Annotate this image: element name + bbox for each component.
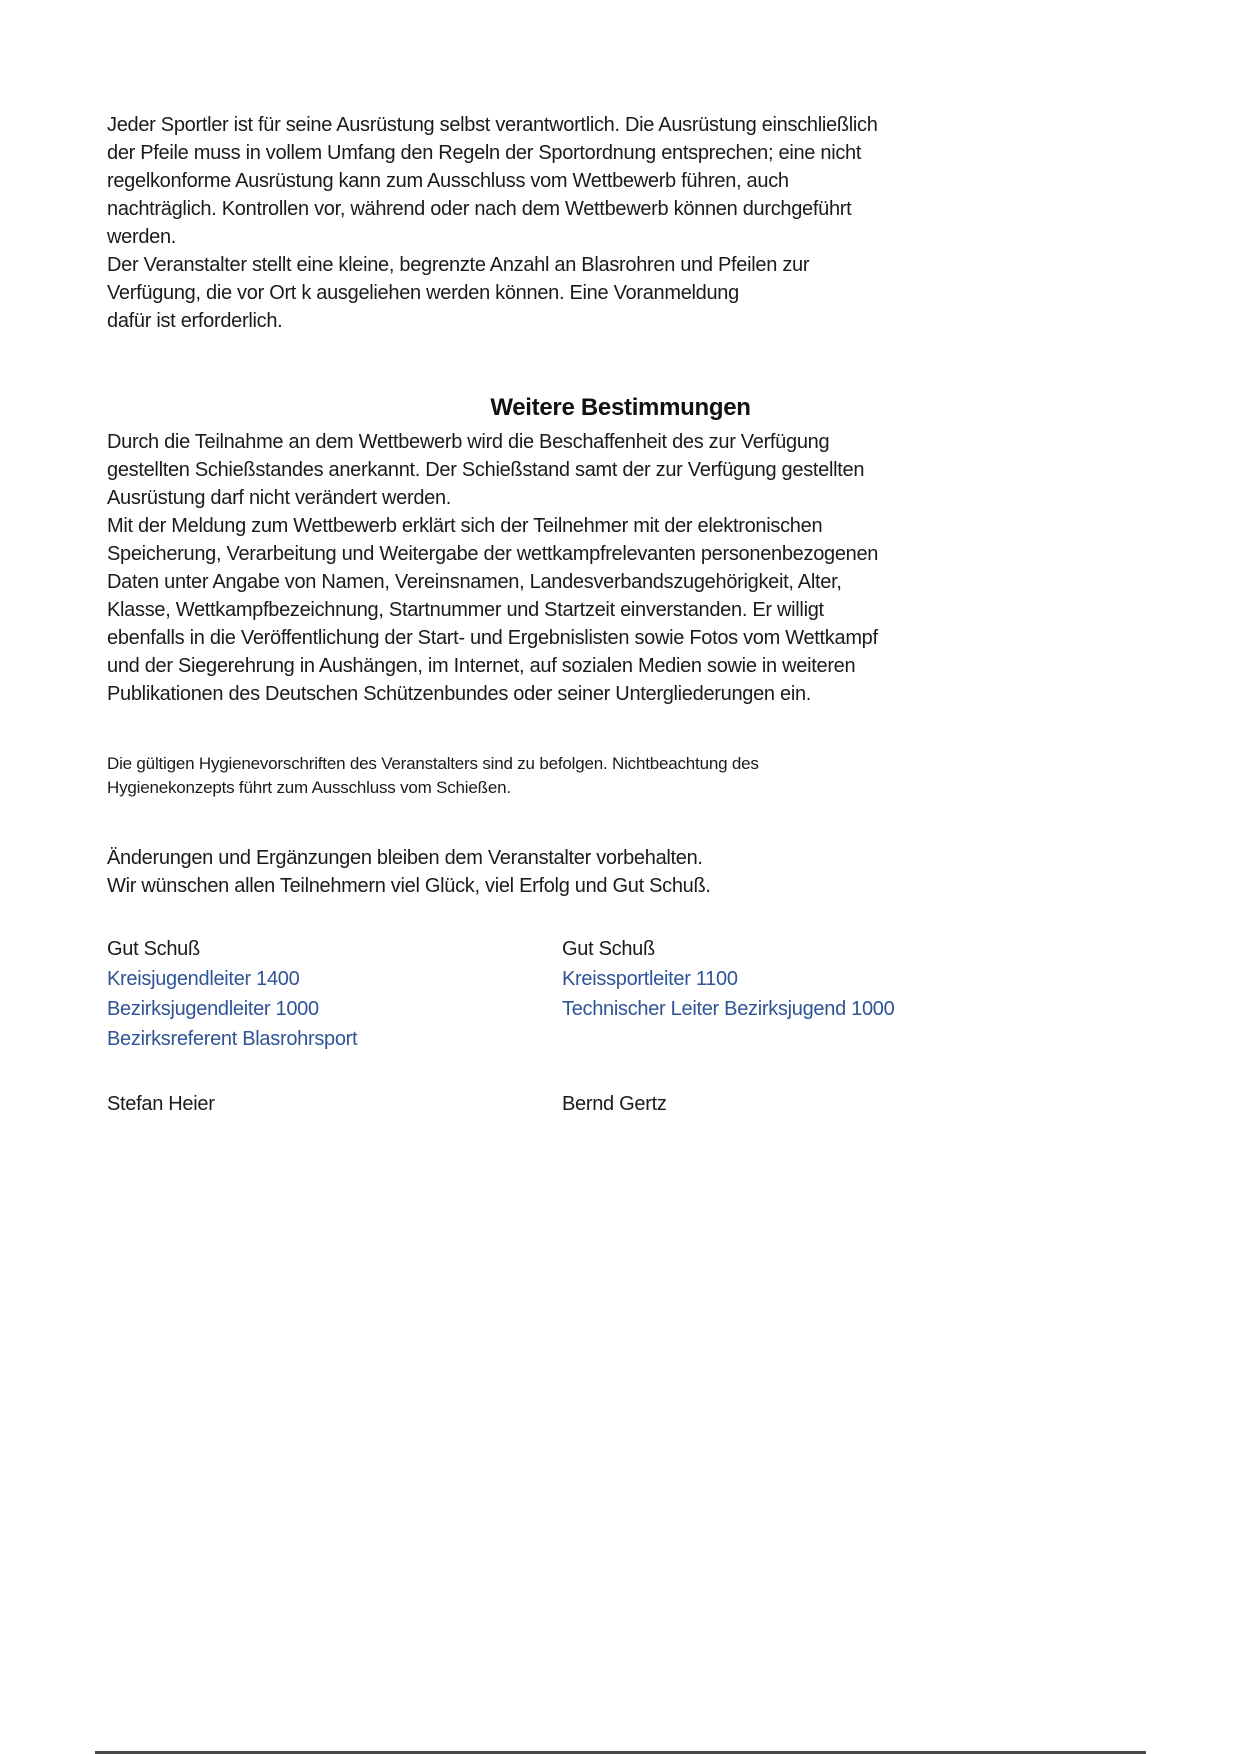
signature-block — [107, 934, 1134, 1054]
paragraph-hygiene-line: Die gültigen Hygienevorschriften des Veranstalters sind zu befolgen. Nichtbeachtung des — [107, 754, 759, 773]
signature-left-role: Bezirksjugendleiter 1000 — [107, 998, 319, 1020]
paragraph-equipment-line: werden. — [107, 226, 177, 248]
signature-left-column — [107, 934, 357, 1054]
paragraph-bestimmungen-line: Daten unter Angabe von Namen, Vereinsnamen, Landesverbandszugehörigkeit, Alter, — [107, 571, 842, 593]
paragraph-bestimmungen-line: Publikationen des Deutschen Schützenbundes oder seiner Untergliederungen ein. — [107, 683, 812, 705]
signatory-name-left: Stefan Heier — [107, 1093, 215, 1115]
paragraph-bestimmungen-line: Ausrüstung darf nicht verändert werden. — [107, 487, 452, 509]
signature-right-salutation: Gut Schuß — [562, 938, 655, 960]
signature-right-column — [562, 934, 894, 1024]
signature-right-role: Kreissportleiter 1100 — [562, 968, 738, 990]
paragraph-equipment-line: regelkonforme Ausrüstung kann zum Ausschluss vom Wettbewerb führen, auch — [107, 170, 789, 192]
paragraph-closing-line: Änderungen und Ergänzungen bleiben dem Veranstalter vorbehalten. — [107, 847, 703, 869]
paragraph-bestimmungen-line: und der Siegerehrung in Aushängen, im Internet, auf sozialen Medien sowie in weiteren — [107, 655, 856, 677]
signature-right-role: Technischer Leiter Bezirksjugend 1000 — [562, 998, 895, 1020]
paragraph-bestimmungen-line: Speicherung, Verarbeitung und Weitergabe der wettkampfrelevanten personenbezogenen — [107, 543, 879, 565]
paragraph-bestimmungen-line: Klasse, Wettkampfbezeichnung, Startnummer und Startzeit einverstanden. Er willigt — [107, 599, 824, 621]
paragraph-bestimmungen-line: gestellten Schießstandes anerkannt. Der Schießstand samt der zur Verfügung gestellten — [107, 459, 865, 481]
paragraph-equipment-line: nachträglich. Kontrollen vor, während oder nach dem Wettbewerb können durchgeführt — [107, 198, 852, 220]
document-page-content — [107, 111, 1134, 1118]
paragraph-equipment — [107, 111, 1134, 335]
paragraph-equipment-line: dafür ist erforderlich. — [107, 310, 283, 332]
signature-left-roles — [107, 964, 357, 1054]
signature-right-roles — [562, 964, 894, 1024]
paragraph-hygiene-line: Hygienekonzepts führt zum Ausschluss vom Schießen. — [107, 778, 511, 797]
paragraph-equipment-line: Jeder Sportler ist für seine Ausrüstung selbst verantwortlich. Die Ausrüstung einschließlich — [107, 114, 878, 136]
signatory-name-right: Bernd Gertz — [562, 1093, 667, 1115]
signature-left-role: Bezirksreferent Blasrohrsport — [107, 1028, 358, 1050]
paragraph-equipment-line: der Pfeile muss in vollem Umfang den Regeln der Sportordnung entsprechen; eine nicht — [107, 142, 862, 164]
signature-left-salutation: Gut Schuß — [107, 938, 200, 960]
paragraph-bestimmungen-line: Mit der Meldung zum Wettbewerb erklärt sich der Teilnehmer mit der elektronischen — [107, 515, 823, 537]
section-heading-weitere-bestimmungen: Weitere Bestimmungen — [490, 394, 751, 421]
paragraph-bestimmungen — [107, 428, 1134, 708]
paragraph-equipment-line: Verfügung, die vor Ort k ausgeliehen werden können. Eine Voranmeldung — [107, 282, 739, 304]
paragraph-equipment-line: Der Veranstalter stellt eine kleine, begrenzte Anzahl an Blasrohren und Pfeilen zur — [107, 254, 810, 276]
signature-left-role: Kreisjugendleiter 1400 — [107, 968, 300, 990]
paragraph-closing — [107, 844, 1134, 900]
paragraph-closing-line: Wir wünschen allen Teilnehmern viel Glück, viel Erfolg und Gut Schuß. — [107, 875, 711, 897]
paragraph-hygiene — [107, 752, 1134, 800]
paragraph-bestimmungen-line: ebenfalls in die Veröffentlichung der Start- und Ergebnislisten sowie Fotos vom Wettkampf — [107, 627, 878, 649]
signatory-names-row — [107, 1090, 1134, 1118]
paragraph-bestimmungen-line: Durch die Teilnahme an dem Wettbewerb wird die Beschaffenheit des zur Verfügung — [107, 431, 830, 453]
